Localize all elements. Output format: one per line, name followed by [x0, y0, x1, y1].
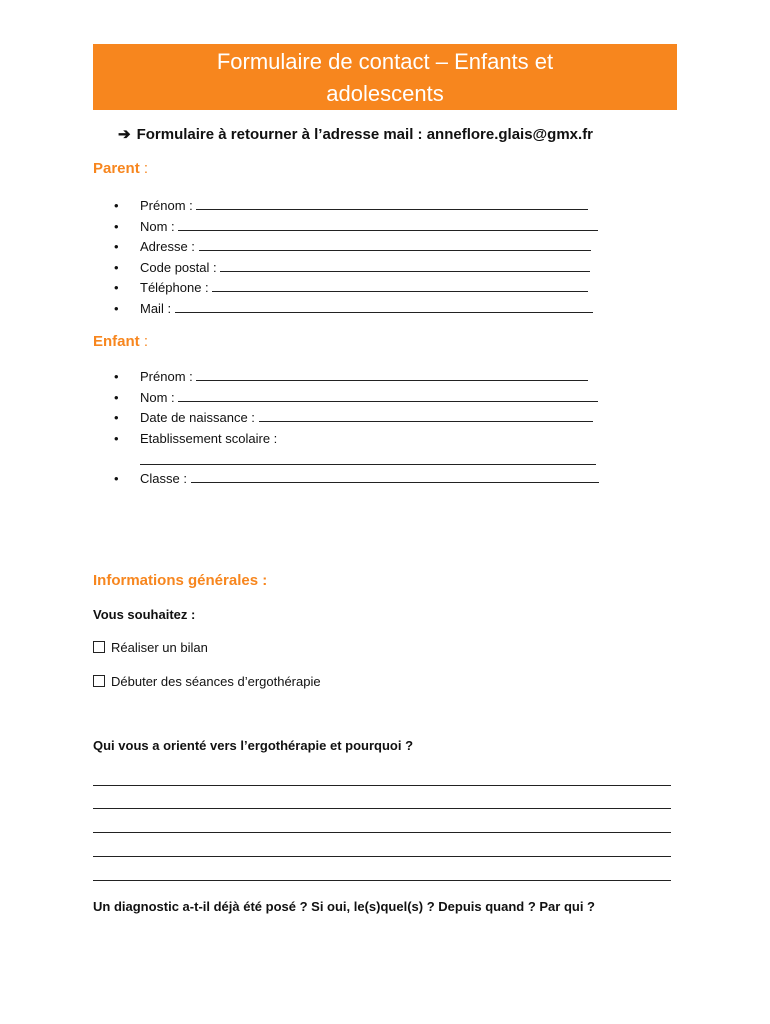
- fill-line[interactable]: [199, 238, 591, 251]
- enfant-birthdate-field[interactable]: [114, 408, 598, 429]
- parent-phone-field[interactable]: [114, 278, 598, 299]
- field-label: Mail :: [140, 300, 172, 316]
- field-label: Code postal :: [140, 259, 217, 275]
- form-title-line2: adolescents: [326, 81, 444, 106]
- wish-label: Vous souhaitez :: [93, 607, 196, 622]
- answer-line[interactable]: [93, 856, 671, 857]
- question-diagnostic: Un diagnostic a-t-il déjà été posé ? Si oui, le(s)quel(s) ? Depuis quand ? Par qui ?: [93, 899, 595, 914]
- option-bilan[interactable]: [93, 640, 208, 655]
- fill-line[interactable]: [196, 197, 588, 210]
- fill-line[interactable]: [212, 279, 588, 292]
- field-label: Etablissement scolaire :: [140, 430, 278, 446]
- mail-instruction-text: Formulaire à retourner à l’adresse mail : anneflore.glais@gmx.fr: [136, 126, 594, 143]
- fill-line[interactable]: [178, 218, 598, 231]
- field-label: Adresse :: [140, 239, 195, 255]
- option-label: Réaliser un bilan: [111, 640, 208, 655]
- field-label: Prénom :: [140, 369, 193, 384]
- fill-line[interactable]: [178, 389, 598, 402]
- parent-postalcode-field[interactable]: [114, 258, 598, 279]
- answer-line[interactable]: [93, 880, 671, 881]
- parent-lastname-field[interactable]: [114, 217, 598, 238]
- question-orientation: Qui vous a orienté vers l’ergothérapie et pourquoi ?: [93, 738, 414, 753]
- parent-section-title: [93, 160, 148, 177]
- fill-line[interactable]: [191, 470, 599, 483]
- mail-instruction: [118, 125, 593, 143]
- parent-firstname-field[interactable]: [114, 196, 598, 217]
- enfant-lastname-field[interactable]: [114, 388, 598, 409]
- fill-line[interactable]: [175, 300, 593, 313]
- field-label: Date de naissance :: [140, 410, 255, 426]
- field-label: Prénom :: [140, 198, 193, 213]
- enfant-title-text: Enfant: [93, 333, 140, 350]
- form-title-banner: [93, 44, 677, 110]
- enfant-section-title: [93, 333, 148, 350]
- field-label: Téléphone :: [140, 280, 209, 296]
- parent-title-colon: :: [143, 160, 149, 177]
- parent-fields-list: [114, 196, 598, 320]
- parent-title-text: Parent: [93, 160, 140, 177]
- answer-line[interactable]: [93, 808, 671, 809]
- enfant-title-colon: :: [143, 333, 149, 350]
- arrow-right-icon: ➔: [118, 126, 131, 143]
- form-title-line1: Formulaire de contact – Enfants et: [216, 49, 554, 74]
- field-label: Nom :: [140, 218, 175, 234]
- field-label: Nom :: [140, 389, 175, 405]
- answer-line[interactable]: [93, 785, 671, 786]
- field-label: Classe :: [140, 471, 187, 486]
- enfant-school-field[interactable]: [114, 429, 598, 450]
- parent-mail-field[interactable]: [114, 299, 598, 320]
- fill-line[interactable]: [259, 409, 593, 422]
- option-seances[interactable]: [93, 674, 321, 689]
- answer-line[interactable]: [93, 832, 671, 833]
- checkbox-icon[interactable]: [93, 675, 105, 687]
- enfant-fields-list: [114, 367, 598, 449]
- checkbox-icon[interactable]: [93, 641, 105, 653]
- enfant-class-field[interactable]: [114, 469, 599, 489]
- school-fill-line[interactable]: [140, 464, 596, 465]
- option-label: Débuter des séances d’ergothérapie: [111, 674, 321, 689]
- info-section-title: Informations générales :: [93, 572, 268, 589]
- fill-line[interactable]: [220, 259, 590, 272]
- fill-line[interactable]: [196, 368, 588, 381]
- parent-address-field[interactable]: [114, 237, 598, 258]
- enfant-firstname-field[interactable]: [114, 367, 598, 388]
